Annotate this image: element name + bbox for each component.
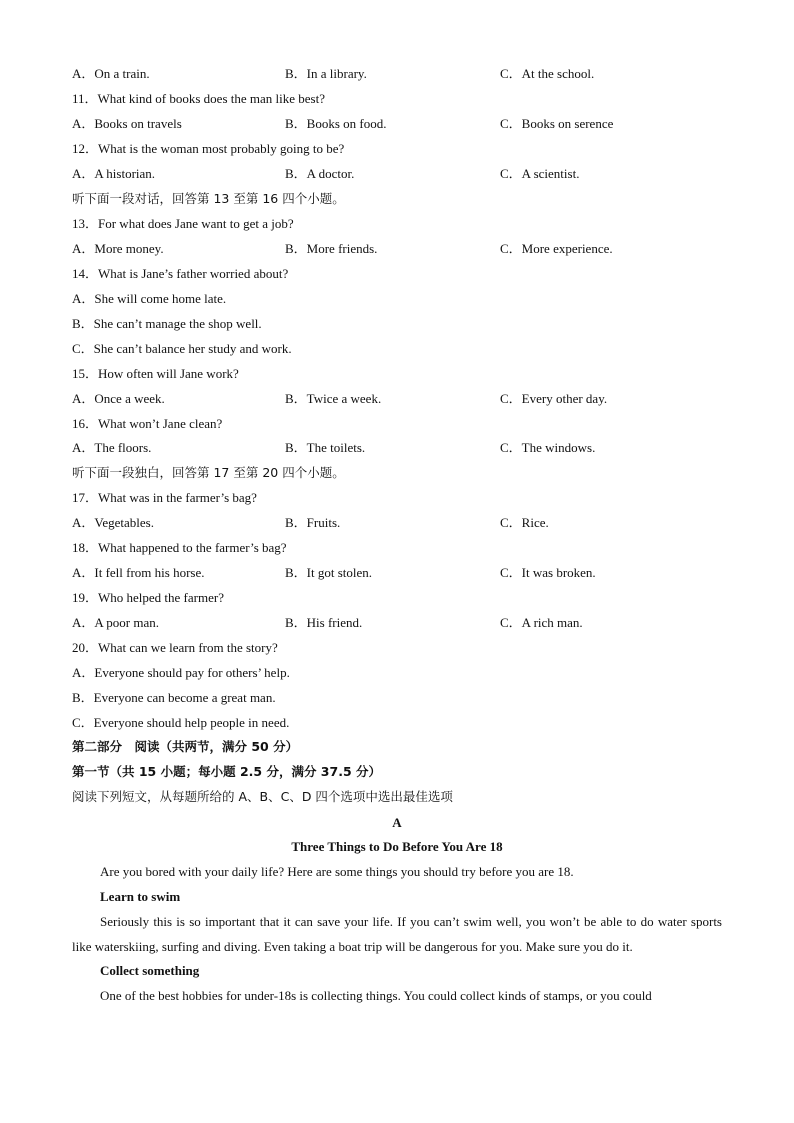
q20-option-c: C．Everyone should help people in need.	[72, 715, 290, 730]
q12-option-c: C．A scientist.	[500, 166, 580, 181]
q17-stem: 17．What was in the farmer’s bag?	[72, 490, 257, 505]
q13-option-a: A．More money.	[72, 241, 164, 256]
passage-intro: Are you bored with your daily life? Here are some things you should try before you are 18.	[100, 864, 574, 879]
q15-option-b: B．Twice a week.	[285, 391, 382, 406]
subheading-collect-something: Collect something	[100, 963, 200, 978]
passage-title: Three Things to Do Before You Are 18	[291, 839, 503, 854]
section-one-heading: 第一节（共 15 小题；每小题 2.5 分，满分 37.5 分）	[72, 764, 381, 779]
q16-option-c: C．The windows.	[500, 440, 596, 455]
q11-option-c: C．Books on serence	[500, 116, 614, 131]
monologue-instruction: 听下面一段独白，回答第 17 至第 20 四个小题。	[72, 465, 345, 480]
q12-option-a: A．A historian.	[72, 166, 156, 181]
q14-option-a: A．She will come home late.	[72, 291, 227, 306]
q12-option-b: B．A doctor.	[285, 166, 355, 181]
q17-option-a: A．Vegetables.	[72, 515, 154, 530]
q18-stem: 18．What happened to the farmer’s bag?	[72, 540, 287, 555]
subheading-learn-to-swim: Learn to swim	[100, 889, 181, 904]
q14-option-c: C．She can’t balance her study and work.	[72, 341, 292, 356]
passage-letter: A	[392, 815, 402, 830]
q12-stem: 12．What is the woman most probably going to be?	[72, 141, 345, 156]
q15-option-c: C．Every other day.	[500, 391, 608, 406]
q16-option-a: A．The floors.	[72, 440, 152, 455]
q10-option-a: A．On a train.	[72, 66, 150, 81]
q19-stem: 19．Who helped the farmer?	[72, 590, 224, 605]
q19-option-c: C．A rich man.	[500, 615, 583, 630]
q19-option-b: B．His friend.	[285, 615, 363, 630]
q18-option-c: C．It was broken.	[500, 565, 596, 580]
dialogue-instruction: 听下面一段对话，回答第 13 至第 16 四个小题。	[72, 191, 345, 206]
q14-stem: 14．What is Jane’s father worried about?	[72, 266, 289, 281]
q13-stem: 13．For what does Jane want to get a job?	[72, 216, 294, 231]
q11-stem: 11．What kind of books does the man like best?	[72, 91, 325, 106]
q17-option-b: B．Fruits.	[285, 515, 341, 530]
q19-option-a: A．A poor man.	[72, 615, 160, 630]
q10-option-b: B．In a library.	[285, 66, 367, 81]
q14-option-b: B．She can’t manage the shop well.	[72, 316, 262, 331]
q17-option-c: C．Rice.	[500, 515, 549, 530]
q15-stem: 15．How often will Jane work?	[72, 366, 239, 381]
paragraph-swim: Seriously this is so important that it can save your life. If you can’t swim well, you won’t be able to do water sports like waterskiing, surfing and diving. Even taking a boat trip will be dangerous for you. Make sure you do it.	[72, 914, 722, 954]
q16-stem: 16．What won’t Jane clean?	[72, 416, 223, 431]
q11-option-a: A．Books on travels	[72, 116, 182, 131]
reading-instruction: 阅读下列短文，从每题所给的 A、B、C、D 四个选项中选出最佳选项	[72, 789, 453, 804]
part-two-heading: 第二部分 阅读（共两节，满分 50 分）	[72, 739, 299, 754]
q20-option-a: A．Everyone should pay for others’ help.	[72, 665, 290, 680]
q13-option-b: B．More friends.	[285, 241, 378, 256]
q20-stem: 20．What can we learn from the story?	[72, 640, 278, 655]
q20-option-b: B．Everyone can become a great man.	[72, 690, 276, 705]
q18-option-a: A．It fell from his horse.	[72, 565, 205, 580]
q10-option-c: C．At the school.	[500, 66, 595, 81]
q15-option-a: A．Once a week.	[72, 391, 165, 406]
q11-option-b: B．Books on food.	[285, 116, 387, 131]
paragraph-collect: One of the best hobbies for under-18s is collecting things. You could collect kinds of stamps, or you could	[100, 988, 652, 1003]
q13-option-c: C．More experience.	[500, 241, 613, 256]
q18-option-b: B．It got stolen.	[285, 565, 373, 580]
q16-option-b: B．The toilets.	[285, 440, 366, 455]
